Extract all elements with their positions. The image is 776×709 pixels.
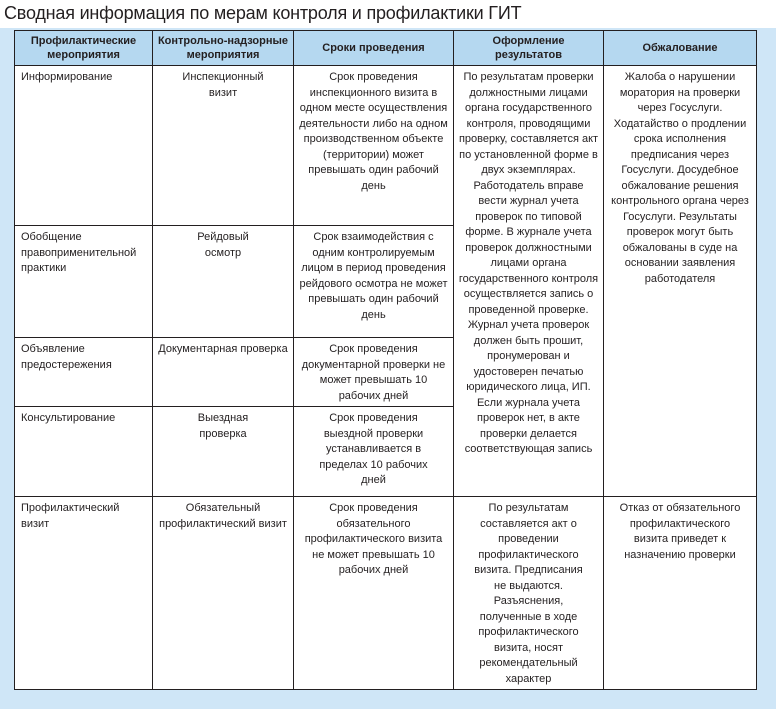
preventive-cell: Профилактический визит xyxy=(15,497,153,690)
control-cell: Рейдовый осмотр xyxy=(153,226,294,338)
page-title: Сводная информация по мерам контроля и профилактики ГИТ xyxy=(4,3,522,23)
results-cell: По результатам проверки должностными лицами органа государственного контроля, проводящими проверку, составляется акт по установленной форме в двух экземплярах. Работодатель вправе вести журнал учета проверок по типовой форме. В журнале учета проверок должностными лицами органа государственного контроля осуществляется запись о проведенной проверке. Журнал учета проверок должен быть прошит, пронумерован и удостоверен печатью юридического лица, ИП. Если журнала учета проверок нет, в акте проверки делается соответствующая запись xyxy=(454,66,604,497)
header-appeal: Обжалование xyxy=(604,31,757,66)
term-cell: Срок проведения инспекционного визита в одном месте осуществления деятельности либо на одном производственном объекте (территории) может превышать один рабочий день xyxy=(294,66,454,226)
term-cell: Срок проведения документарной проверки не может превышать 10 рабочих дней xyxy=(294,338,454,407)
preventive-cell: Консультирование xyxy=(15,407,153,497)
control-cell: Выездная проверка xyxy=(153,407,294,497)
term-cell: Срок проведения обязательного профилактического визита не может превышать 10 рабочих дней xyxy=(294,497,454,690)
header-term: Сроки проведения xyxy=(294,31,454,66)
header-control: Контрольно-надзорные мероприятия xyxy=(153,31,294,66)
header-results: Оформление результатов xyxy=(454,31,604,66)
preventive-cell: Обобщение правоприменительной практики xyxy=(15,226,153,338)
header-preventive: Профилактические мероприятия xyxy=(15,31,153,66)
table-row xyxy=(15,66,757,226)
control-cell: Документарная проверка xyxy=(153,338,294,407)
preventive-cell: Информирование xyxy=(15,66,153,226)
header-row xyxy=(15,31,757,66)
control-cell: Инспекционный визит xyxy=(153,66,294,226)
preventive-cell: Объявление предостережения xyxy=(15,338,153,407)
table-row xyxy=(15,497,757,690)
term-cell: Срок проведения выездной проверки устанавливается в пределах 10 рабочих дней xyxy=(294,407,454,497)
control-cell: Обязательный профилактический визит xyxy=(153,497,294,690)
summary-table xyxy=(14,30,757,690)
appeal-cell: Жалоба о нарушении моратория на проверки через Госуслуги. Ходатайство о продлении срока исполнения предписания через Госуслуги. Досудебное обжалование решения контрольного органа через Госуслуги. Результаты проверок могут быть обжалованы в суде на основании заявления работодателя xyxy=(604,66,757,497)
term-cell: Срок взаимодействия с одним контролируемым лицом в период проведения рейдового осмотра не может превышать один рабочий день xyxy=(294,226,454,338)
results-cell: По результатам составляется акт о проведении профилактического визита. Предписания не выдаются. Разъяснения, полученные в ходе профилактического визита, носят рекомендательный характер xyxy=(454,497,604,690)
appeal-cell: Отказ от обязательного профилактического визита приведет к назначению проверки xyxy=(604,497,757,690)
